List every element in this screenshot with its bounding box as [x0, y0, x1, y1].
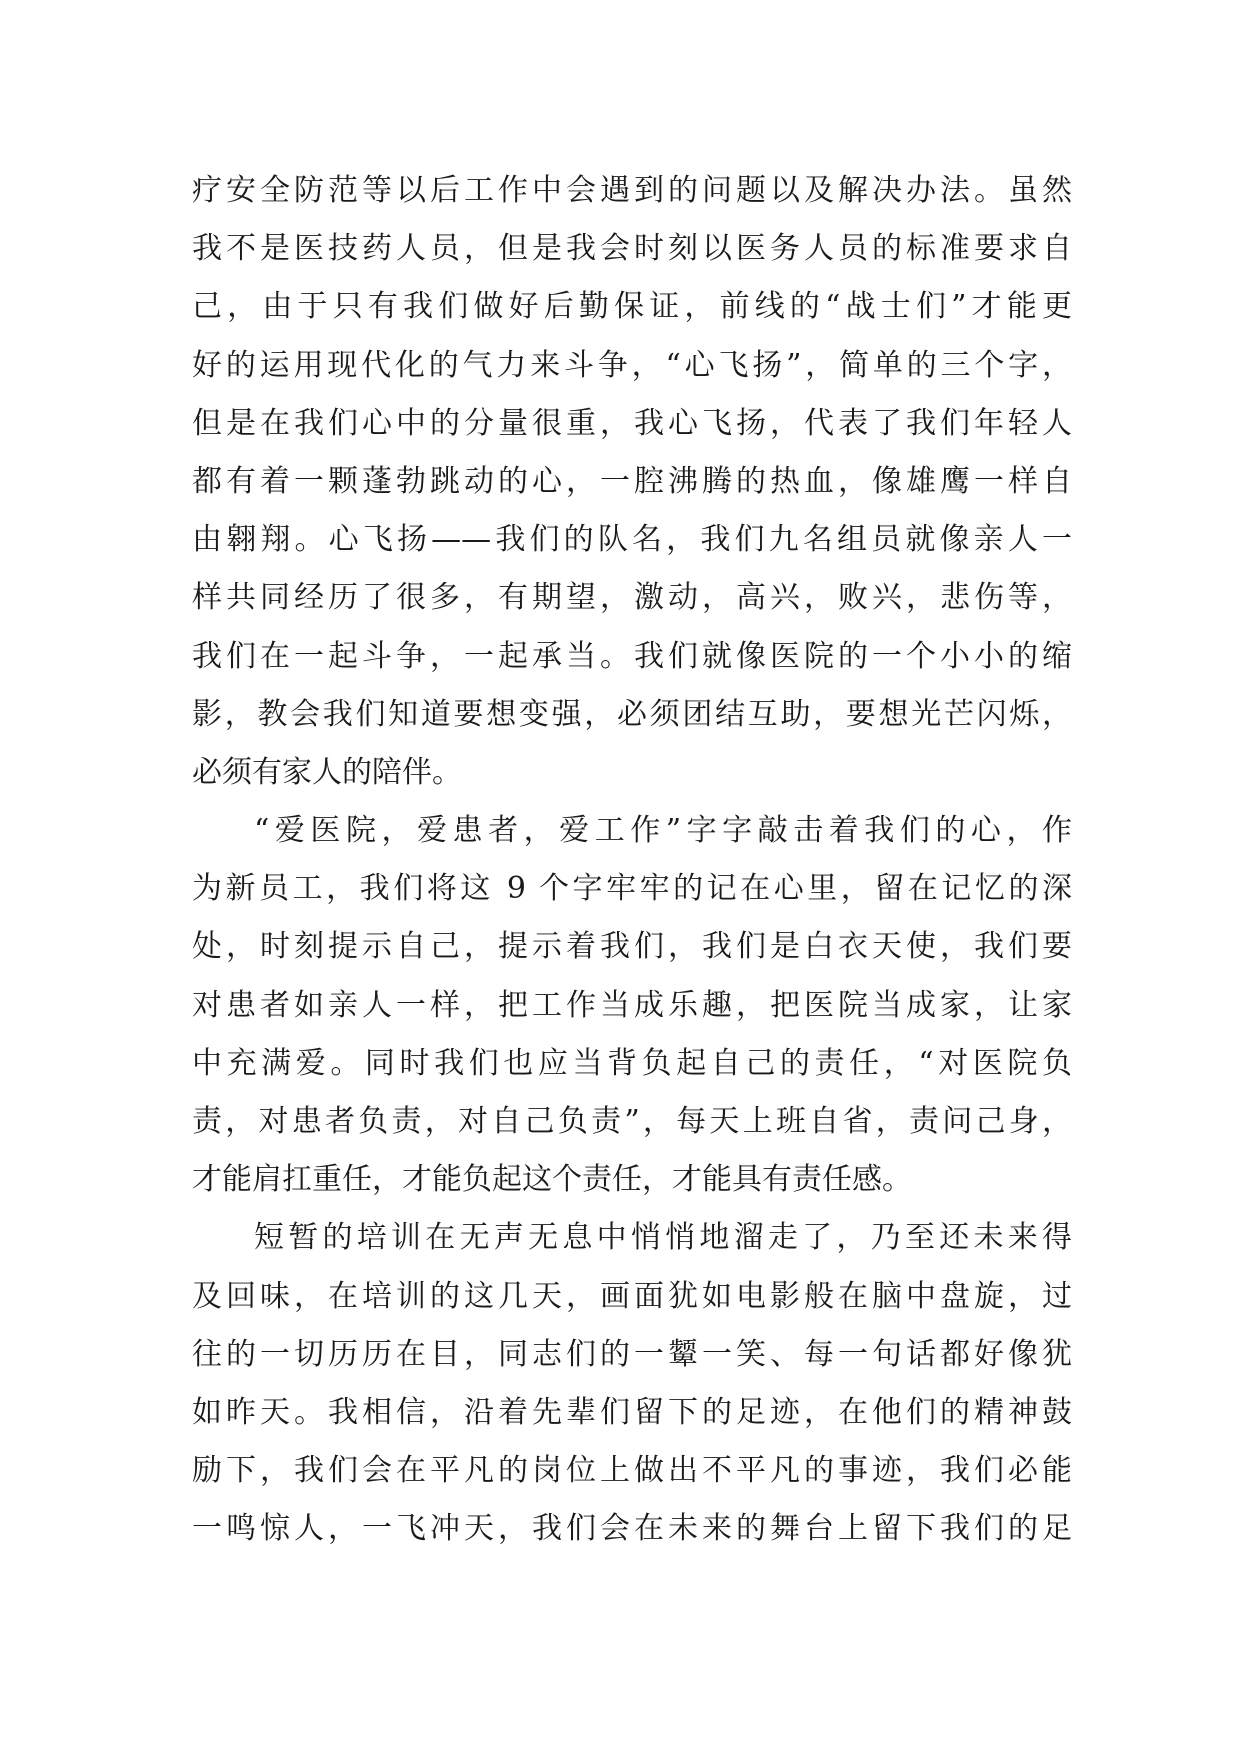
paragraph-2	[192, 802, 1072, 1209]
paragraph-3	[192, 1209, 1072, 1558]
text-line: 己，由于只有我们做好后勤保证，前线的“战士们”才能更	[192, 289, 1072, 325]
text-line: 往的一切历历在目，同志们的一颦一笑、每一句话都好像犹	[192, 1336, 1072, 1372]
text-line: 为新员工，我们将这 9 个字牢牢的记在心里，留在记忆的深	[192, 871, 1072, 907]
text-line: 但是在我们心中的分量很重，我心飞扬，代表了我们年轻人	[192, 405, 1072, 441]
text-line: 我不是医技药人员，但是我会时刻以医务人员的标准要求自	[192, 231, 1072, 267]
text-line: 责，对患者负责，对自己负责”，每天上班自省，责问己身，	[192, 1104, 1072, 1139]
text-line: 由翱翔。心飞扬——我们的队名，我们九名组员就像亲人一	[192, 522, 1072, 558]
text-line: 一鸣惊人，一飞冲天，我们会在未来的舞台上留下我们的足	[192, 1511, 1072, 1547]
text-line: 如昨天。我相信，沿着先辈们留下的足迹，在他们的精神鼓	[192, 1394, 1072, 1430]
text-line: 我们在一起斗争，一起承当。我们就像医院的一个小小的缩	[192, 638, 1072, 674]
paragraph-1	[192, 162, 1072, 802]
text-line: 样共同经历了很多，有期望，激动，高兴，败兴，悲伤等，	[192, 580, 1072, 616]
text-line: 短暂的培训在无声无息中悄悄地溜走了，乃至还未来得	[254, 1220, 1072, 1256]
document-body	[192, 162, 1072, 1559]
text-line: 疗安全防范等以后工作中会遇到的问题以及解决办法。虽然	[192, 173, 1072, 208]
text-line: 处，时刻提示自己，提示着我们，我们是白衣天使，我们要	[192, 929, 1072, 965]
text-line: 影，教会我们知道要想变强，必须团结互助，要想光芒闪烁，	[192, 696, 1072, 732]
text-line: 好的运用现代化的气力来斗争，“心飞扬”，简单的三个字，	[192, 347, 1072, 383]
text-line: 及回味，在培训的这几天，画面犹如电影般在脑中盘旋，过	[192, 1278, 1072, 1314]
text-line: 都有着一颗蓬勃跳动的心，一腔沸腾的热血，像雄鹰一样自	[192, 463, 1072, 499]
text-line: 对患者如亲人一样，把工作当成乐趣，把医院当成家，让家	[192, 987, 1072, 1023]
text-line: “爱医院，爱患者，爱工作”字字敲击着我们的心，作	[254, 813, 1072, 849]
text-line: 才能肩扛重任，才能负起这个责任，才能具有责任感。	[192, 1162, 912, 1198]
text-line: 必须有家人的陪伴。	[192, 754, 462, 790]
text-line: 中充满爱。同时我们也应当背负起自己的责任，“对医院负	[192, 1045, 1072, 1081]
text-line: 励下，我们会在平凡的岗位上做出不平凡的事迹，我们必能	[192, 1453, 1072, 1489]
